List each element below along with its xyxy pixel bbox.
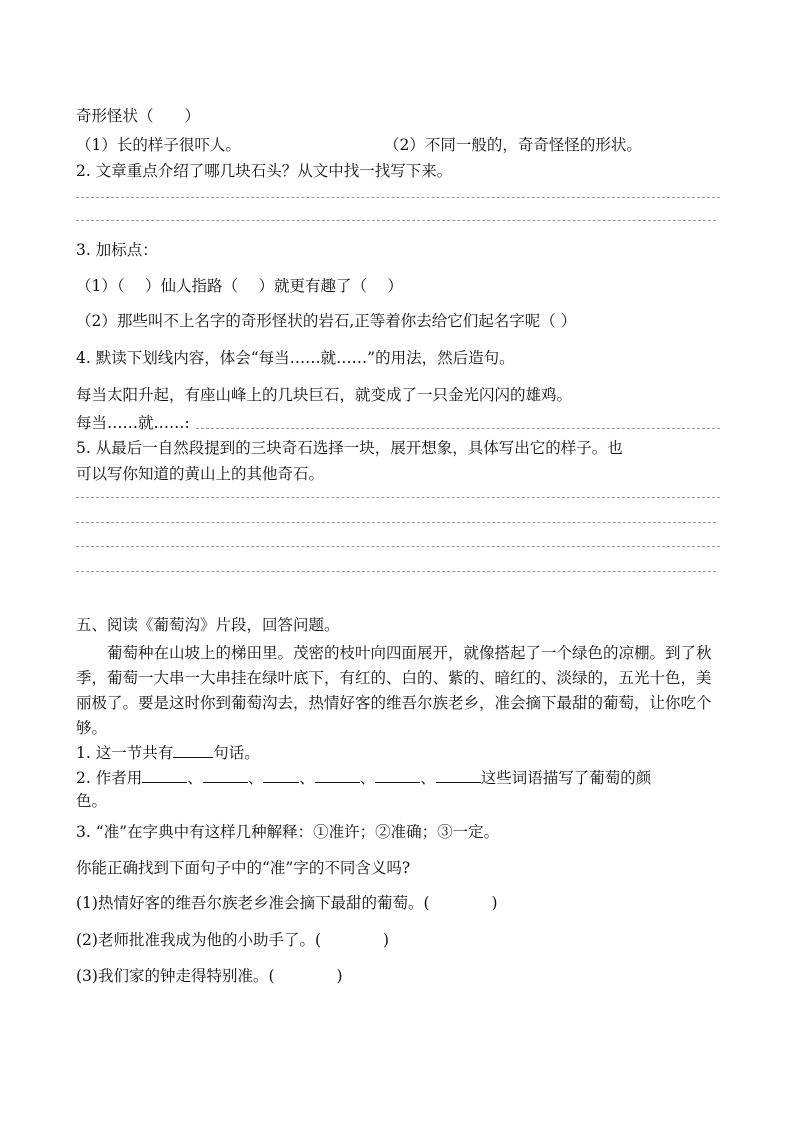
question-4: 4. 默读下划线内容，体会“每当……就……”的用法，然后造句。 <box>76 349 515 367</box>
separator: 、 <box>187 769 203 787</box>
passage-question-1-text: 1. 这一节共有 <box>76 744 174 762</box>
answer-line[interactable] <box>76 197 720 198</box>
color-word-blank[interactable] <box>203 766 248 783</box>
color-word-blank[interactable] <box>142 766 187 783</box>
answer-line[interactable] <box>76 220 716 221</box>
color-word-blank[interactable] <box>375 766 420 783</box>
zhun-sentence-2: (2)老师批准我成为他的小助手了。( ) <box>76 931 390 949</box>
question-5-line-2: 可以写你知道的黄山上的其他奇石。 <box>76 465 325 483</box>
question-2: 2. 文章重点介绍了哪几块石头？从文中找一找写下来。 <box>76 162 453 180</box>
passage-question-3: 3. “准”在字典中有这样几种解释：①准许；②准确；③一定。 <box>76 823 500 841</box>
zhun-sentence-1: (1)热情好客的维吾尔族老乡准会摘下最甜的葡萄。( ) <box>76 894 498 912</box>
reading-passage: 葡萄种在山坡上的梯田里。茂密的枝叶向四面展开，就像搭起了一个绿色的凉棚。到了秋季，葡萄一大串一大串挂在绿叶底下，有红的、白的、紫的、暗红的、淡绿的，五光十色，美丽极了。要是这时你到葡萄沟去，热情好客的维吾尔族老乡，准会摘下最甜的葡萄，让你吃个够。 <box>76 644 712 737</box>
answer-line[interactable] <box>76 497 720 498</box>
question-5-line-1: 5. 从最后一自然段提到的三块奇石选择一块，展开想象，具体写出它的样子。也 <box>76 439 623 457</box>
shape-option-1: （1）长的样子很吓人。 <box>76 136 241 154</box>
separator: 、 <box>359 769 376 787</box>
passage-question-2-text: 2. 作者用 <box>76 769 143 787</box>
question-4-prompt: 每当……就……: <box>76 414 190 432</box>
shape-option-2: （2）不同一般的，奇奇怪怪的形状。 <box>384 136 642 154</box>
sentence-count-blank[interactable] <box>173 741 213 758</box>
separator: 、 <box>420 769 436 787</box>
question-3-item-2: （2）那些叫不上名字的奇形怪状的岩石,正等着你去给它们起名字呢（ ） <box>76 312 577 330</box>
question-4-example: 每当太阳升起，有座山峰上的几块巨石，就变成了一只金光闪闪的雄鸡。 <box>76 386 573 404</box>
separator: 、 <box>299 769 315 787</box>
passage-question-2-suffix: 这些词语描写了葡萄的颜 <box>480 769 652 787</box>
passage-question-2 <box>76 766 651 788</box>
passage-question-1-suffix: 句话。 <box>213 744 260 762</box>
answer-line[interactable] <box>76 571 716 572</box>
passage-question-1 <box>76 741 260 763</box>
section-5-title: 五、阅读《葡萄沟》片段，回答问题。 <box>76 616 340 634</box>
question-3: 3. 加标点： <box>76 241 158 259</box>
color-word-blank[interactable] <box>315 766 360 783</box>
answer-line[interactable] <box>76 546 720 547</box>
color-word-blank[interactable] <box>263 766 299 783</box>
passage-question-3-prompt: 你能正确找到下面句子中的“准”字的不同含义吗? <box>76 859 411 877</box>
answer-line[interactable] <box>76 522 716 523</box>
zhun-sentence-3: (3)我们家的钟走得特别准。( ) <box>76 967 343 985</box>
color-word-blank[interactable] <box>436 766 481 783</box>
answer-line[interactable] <box>196 428 720 429</box>
question-3-item-1: （1）（ ）仙人指路（ ）就更有趣了（ ） <box>76 277 403 295</box>
question-shape: 奇形怪状（ ） <box>76 107 201 125</box>
passage-question-2-wrap: 色。 <box>76 792 108 810</box>
separator: 、 <box>247 769 264 787</box>
